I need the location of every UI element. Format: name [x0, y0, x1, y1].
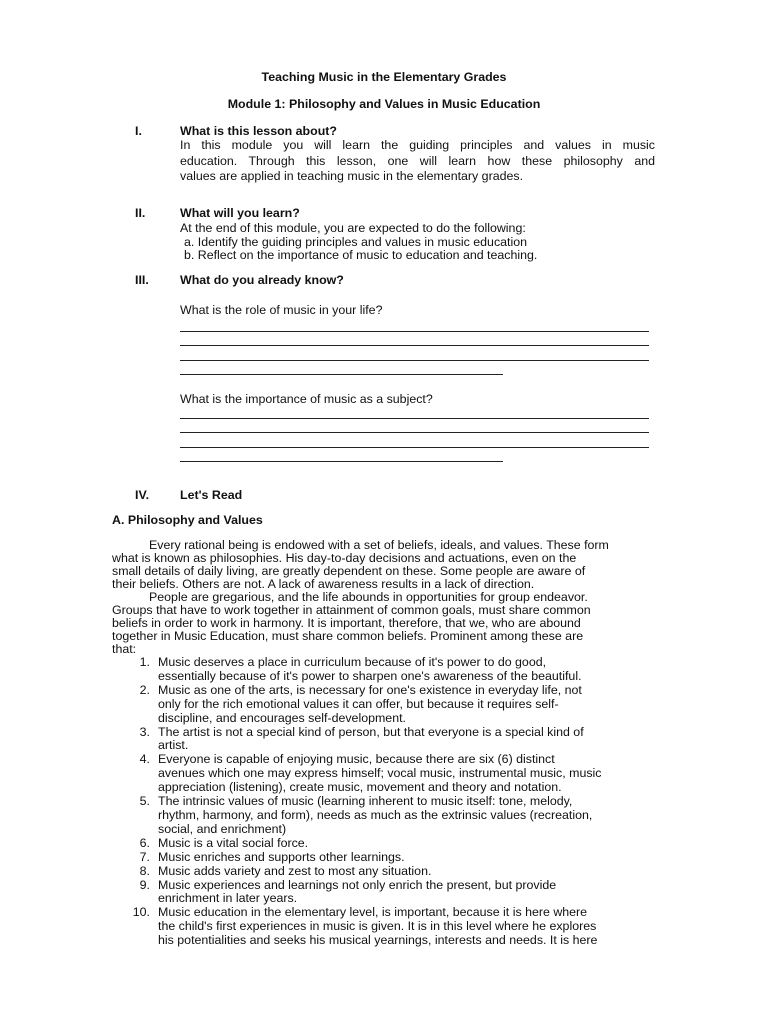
section-4-number: IV.: [135, 488, 150, 502]
list-item-line: social, and enrichment): [158, 821, 287, 836]
paragraph-line: values are applied in teaching music in the elementary grades.: [180, 169, 524, 183]
list-item: [112, 837, 657, 851]
paragraph-line: what is known as philosophies. His day-to-day decisions and actuations, even on the: [112, 550, 577, 565]
list-item: [112, 656, 657, 684]
list-item-line: only for the rich emotional values it can offer, but because it requires self-: [158, 696, 559, 711]
question-1: What is the role of music in your life?: [180, 303, 383, 317]
answer-line[interactable]: [180, 432, 649, 433]
list-item-number: 7.: [139, 849, 150, 864]
answer-line[interactable]: [180, 461, 503, 462]
list-item-number: 10.: [132, 905, 150, 920]
list-item: [112, 726, 657, 754]
beliefs-list: [112, 656, 657, 948]
section-4-heading: Let's Read: [180, 488, 243, 502]
section-1-heading: What is this lesson about?: [180, 124, 337, 138]
paragraph-line: Every rational being is endowed with a set of beliefs, ideals, and values. These form: [149, 538, 609, 552]
paragraph-line: beliefs in order to work in harmony. It is important, therefore, that we, who are abound: [112, 615, 581, 630]
document-title: Teaching Music in the Elementary Grades: [261, 70, 507, 84]
list-item-number: 5.: [139, 794, 150, 809]
section-1-paragraph: [180, 138, 655, 185]
list-item-line: essentially because of it's power to sharpen one's awareness of the beautiful.: [158, 668, 582, 683]
answer-line[interactable]: [180, 447, 649, 448]
reading-heading: A. Philosophy and Values: [112, 513, 263, 527]
list-item-line: Music enriches and supports other learnings.: [158, 849, 405, 864]
list-item-line: discipline, and encourages self-development.: [158, 710, 406, 725]
section-2-intro: At the end of this module, you are expected to do the following:: [180, 221, 526, 235]
list-item-line: rhythm, harmony, and form), needs as much as the extrinsic values (recreation,: [158, 807, 593, 822]
list-item-line: avenues which one may express himself; vocal music, instrumental music, music: [158, 766, 602, 781]
list-item-line: Music adds variety and zest to most any situation.: [158, 863, 432, 878]
list-item-line: the child's first experiences in music is given. It is in this level where he explores: [158, 919, 597, 934]
list-item-line: The intrinsic values of music (learning inherent to music itself: tone, melody,: [158, 794, 573, 809]
module-title: Module 1: Philosophy and Values in Music Education: [227, 97, 541, 111]
paragraph-line: that:: [112, 641, 137, 656]
list-item-line: appreciation (listening), create music, movement and theory and notation.: [158, 780, 562, 795]
reading-paragraph-1: [112, 539, 649, 591]
paragraph-line: Groups that have to work together in attainment of common goals, must share common: [112, 602, 591, 617]
answer-line[interactable]: [180, 360, 649, 361]
list-item-line: Music education in the elementary level, is important, because it is here where: [158, 905, 588, 920]
answer-line[interactable]: [180, 418, 649, 419]
list-item-number: 3.: [139, 724, 150, 739]
list-item: [112, 906, 657, 948]
question-2: What is the importance of music as a subject?: [180, 392, 433, 406]
paragraph-line: In this module you will learn the guiding principles and values in music: [180, 138, 655, 152]
reading-paragraph-2: [112, 591, 649, 656]
section-2-number: II.: [135, 206, 146, 220]
paragraph-line: People are gregarious, and the life abounds in opportunities for group endeavor.: [149, 590, 588, 604]
objective-item: a. Identify the guiding principles and values in music education: [184, 235, 528, 249]
section-3-number: III.: [135, 273, 149, 287]
paragraph-line: their beliefs. Others are not. A lack of awareness results in a lack of direction.: [112, 576, 535, 591]
list-item-line: his potentialities and seeks his musical yearnings, interests and needs. It is here: [158, 933, 598, 948]
list-item-number: 6.: [139, 835, 150, 850]
paragraph-line: education. Through this lesson, one will learn how these philosophy and: [180, 153, 655, 168]
list-item-line: Music deserves a place in curriculum because of it's power to do good,: [158, 655, 547, 669]
section-1-number: I.: [135, 124, 142, 138]
list-item-line: Everyone is capable of enjoying music, because there are six (6) distinct: [158, 752, 555, 767]
list-item-number: 8.: [139, 863, 150, 878]
paragraph-line: together in Music Education, must share common beliefs. Prominent among these are: [112, 628, 584, 643]
paragraph-line: small details of daily living, are greatly dependent on these. Some people are aware of: [112, 563, 586, 578]
section-3-heading: What do you already know?: [180, 273, 344, 287]
list-item-line: The artist is not a special kind of person, but that everyone is a special kind of: [158, 724, 584, 739]
list-item-number: 4.: [139, 752, 150, 767]
objective-item: b. Reflect on the importance of music to education and teaching.: [184, 248, 538, 262]
list-item-line: enrichment in later years.: [158, 891, 298, 906]
list-item: [112, 753, 657, 795]
list-item: [112, 795, 657, 837]
list-item: [112, 684, 657, 726]
list-item-line: artist.: [158, 738, 189, 753]
list-item-line: Music is a vital social force.: [158, 835, 309, 850]
answer-line[interactable]: [180, 345, 649, 346]
answer-line[interactable]: [180, 374, 503, 375]
list-item-number: 1.: [139, 655, 150, 669]
list-item: [112, 851, 657, 865]
list-item: [112, 879, 657, 907]
list-item-number: 9.: [139, 877, 150, 892]
list-item-line: Music experiences and learnings not only enrich the present, but provide: [158, 877, 557, 892]
section-2-heading: What will you learn?: [180, 206, 300, 220]
list-item: [112, 865, 657, 879]
list-item-line: Music as one of the arts, is necessary for one's existence in everyday life, not: [158, 682, 582, 697]
answer-line[interactable]: [180, 331, 649, 332]
list-item-number: 2.: [139, 682, 150, 697]
